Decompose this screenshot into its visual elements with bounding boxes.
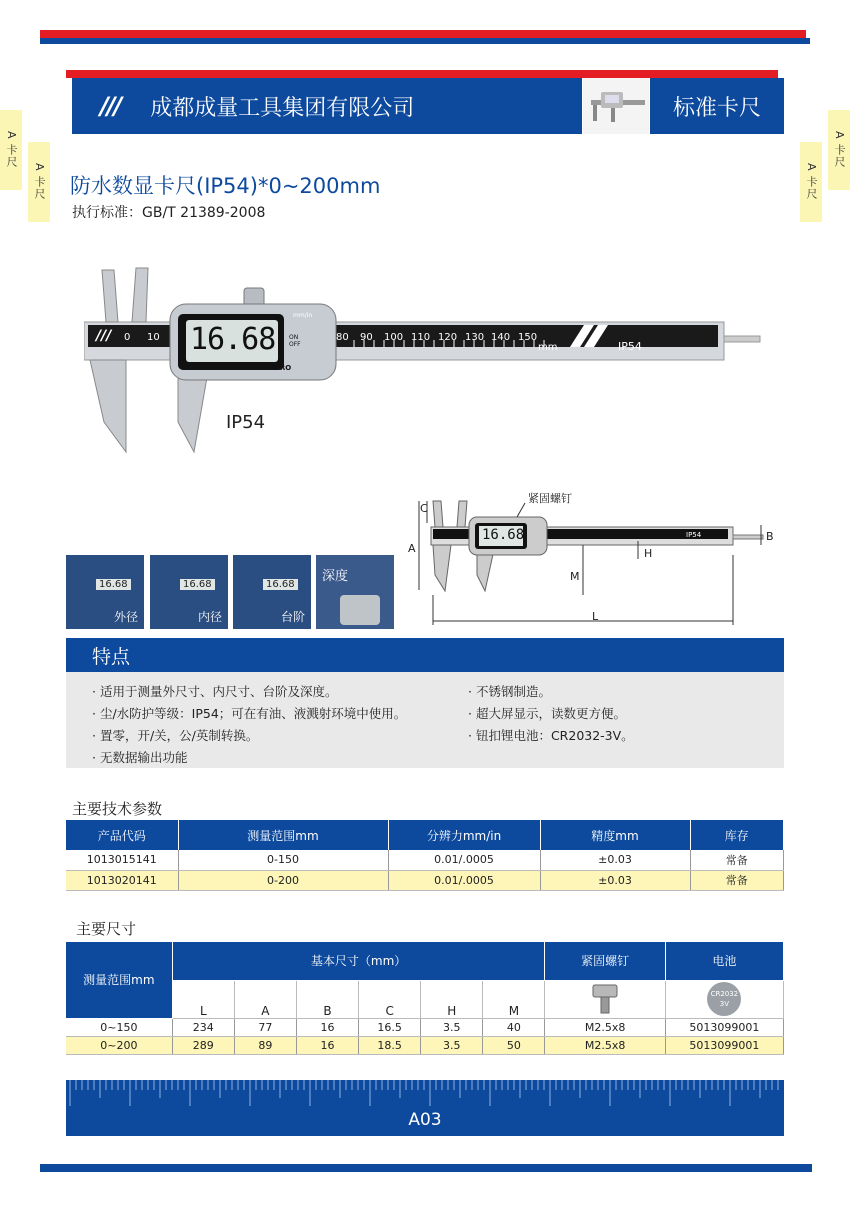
cell: 50	[483, 1036, 545, 1054]
thumb-outer	[66, 555, 144, 629]
dim-label-h: H	[644, 547, 653, 560]
thumb-label: 台阶	[280, 610, 305, 624]
specs-header: 精度mm	[540, 820, 690, 850]
side-tab: A 卡尺	[800, 142, 822, 222]
product-standard: 执行标准：GB/T 21389-2008	[72, 205, 266, 221]
cell: 16.5	[359, 1018, 421, 1036]
zero-label: ZERO	[270, 364, 292, 372]
dim-label-m: M	[570, 570, 580, 583]
sub-header: B	[296, 980, 358, 1018]
specs-header: 测量范围mm	[178, 820, 388, 850]
company-logo: ///	[100, 92, 121, 120]
scale-mark: 150	[518, 332, 538, 343]
feature-item: · 无数据输出功能	[92, 750, 188, 765]
cell: 16	[296, 1018, 358, 1036]
cell: 1013020141	[66, 870, 178, 890]
dim-label-b: B	[766, 530, 774, 543]
features-header: 特点	[66, 638, 784, 672]
ip-badge: IP54	[618, 340, 642, 353]
cell: 0.01/.0005	[388, 850, 540, 870]
side-tab: A 卡尺	[0, 110, 22, 190]
dimensions-title: 主要尺寸	[76, 920, 137, 938]
battery-header: 电池	[665, 942, 783, 980]
cell: 0~200	[66, 1036, 172, 1054]
cell: ±0.03	[540, 870, 690, 890]
header-caliper-image	[583, 78, 649, 134]
feature-item: · 置零，开/关，公/英制转换。	[92, 728, 259, 743]
thumb-label: 内径	[197, 610, 222, 624]
cell: 289	[172, 1036, 234, 1054]
cell: 常备	[690, 850, 784, 870]
feature-item: · 不锈钢制造。	[468, 684, 551, 699]
sub-header: A	[234, 980, 296, 1018]
scale-mark: 90	[360, 332, 373, 343]
thumb-display: 16.68	[180, 579, 215, 590]
scale-mark: 120	[438, 332, 458, 343]
sub-header: L	[172, 980, 234, 1018]
cell: 234	[172, 1018, 234, 1036]
thumb-label: 深度	[322, 569, 349, 584]
table-row	[66, 1018, 784, 1036]
thumb-depth	[316, 555, 394, 629]
screw-header: 紧固螺钉	[545, 942, 665, 980]
cell: 0.01/.0005	[388, 870, 540, 890]
cell: M2.5x8	[545, 1018, 665, 1036]
scale-mark: 10	[147, 332, 160, 343]
specs-header: 库存	[690, 820, 784, 850]
battery-coin: CR2032 3V	[707, 982, 741, 1016]
cell: 0-200	[178, 870, 388, 890]
thumb-inner	[150, 555, 228, 629]
sub-header: M	[483, 980, 545, 1018]
cell: M2.5x8	[545, 1036, 665, 1054]
diagram-reading: 16.68	[482, 527, 525, 543]
cell: 3.5	[421, 1036, 483, 1054]
page-number: A03	[408, 1110, 442, 1130]
cell: 1013015141	[66, 850, 178, 870]
top-red-stripe	[40, 30, 806, 38]
features-box	[66, 672, 784, 768]
cell: 18.5	[359, 1036, 421, 1054]
scale-mark: 0	[124, 332, 131, 343]
scale-logo: ///	[96, 328, 112, 344]
category-title: 标准卡尺	[650, 78, 784, 134]
feature-item: · 适用于测量外尺寸、内尺寸、台阶及深度。	[92, 684, 338, 699]
feature-item: · 尘/水防护等级：IP54；可在有油、液溅射环境中使用。	[92, 706, 407, 721]
cell: ±0.03	[540, 850, 690, 870]
table-row	[66, 1036, 784, 1054]
header-bar	[72, 78, 582, 134]
cell: 0-150	[178, 850, 388, 870]
table-row	[66, 850, 784, 870]
scale-mark: 80	[336, 332, 349, 343]
feature-item: · 钮扣锂电池：CR2032-3V。	[468, 728, 634, 743]
product-title: 防水数显卡尺(IP54)*0~200mm	[70, 174, 381, 198]
header-red-stripe	[66, 70, 778, 78]
display-reading: 16.68	[190, 322, 276, 357]
cell: 16	[296, 1036, 358, 1054]
side-tab: A 卡尺	[28, 142, 50, 222]
cell: 89	[234, 1036, 296, 1054]
specs-header: 产品代码	[66, 820, 178, 850]
ip-caption: IP54	[226, 412, 266, 433]
onoff-label: ON OFF	[289, 334, 301, 348]
dim-label-l: L	[592, 610, 599, 623]
screw-label: 紧固螺钉	[528, 492, 572, 505]
unit-label: mm/in	[293, 312, 313, 319]
basic-header: 基本尺寸（mm）	[172, 942, 545, 980]
cell: 5013099001	[665, 1018, 783, 1036]
sub-header: C	[359, 980, 421, 1018]
caliper-illustration	[84, 262, 764, 462]
cell: 77	[234, 1018, 296, 1036]
thumb-step	[233, 555, 311, 629]
cell: 3.5	[421, 1018, 483, 1036]
scale-mark: 140	[491, 332, 511, 343]
thumb-display: 16.68	[263, 579, 298, 590]
sub-header: H	[421, 980, 483, 1018]
thumb-display: 16.68	[96, 579, 131, 590]
battery-image	[665, 980, 783, 1018]
footer-ruler-ticks	[66, 1080, 784, 1110]
specs-title: 主要技术参数	[72, 800, 163, 818]
top-blue-stripe	[40, 38, 810, 44]
scale-mark: 130	[465, 332, 485, 343]
dimensions-table	[66, 942, 784, 1055]
side-tab: A 卡尺	[828, 110, 850, 190]
dim-label-c: C	[420, 502, 428, 515]
range-header: 测量范围mm	[66, 942, 172, 1018]
dim-label-a: A	[408, 542, 416, 555]
table-row	[66, 870, 784, 890]
scale-mark: 110	[411, 332, 431, 343]
thumb-depth-cylinder	[340, 595, 380, 625]
diagram-ip: IP54	[686, 531, 702, 539]
company-name: 成都成量工具集团有限公司	[150, 95, 415, 121]
screw-image	[545, 980, 665, 1018]
thumb-label: 外径	[113, 610, 138, 624]
cell: 5013099001	[665, 1036, 783, 1054]
bottom-blue-stripe	[40, 1164, 812, 1172]
cell: 常备	[690, 870, 784, 890]
specs-header: 分辨力mm/in	[388, 820, 540, 850]
specs-table	[66, 820, 784, 891]
scale-mark: mm	[538, 342, 558, 353]
cell: 40	[483, 1018, 545, 1036]
scale-mark: 100	[384, 332, 404, 343]
cell: 0~150	[66, 1018, 172, 1036]
feature-item: · 超大屏显示，读数更方便。	[468, 706, 626, 721]
